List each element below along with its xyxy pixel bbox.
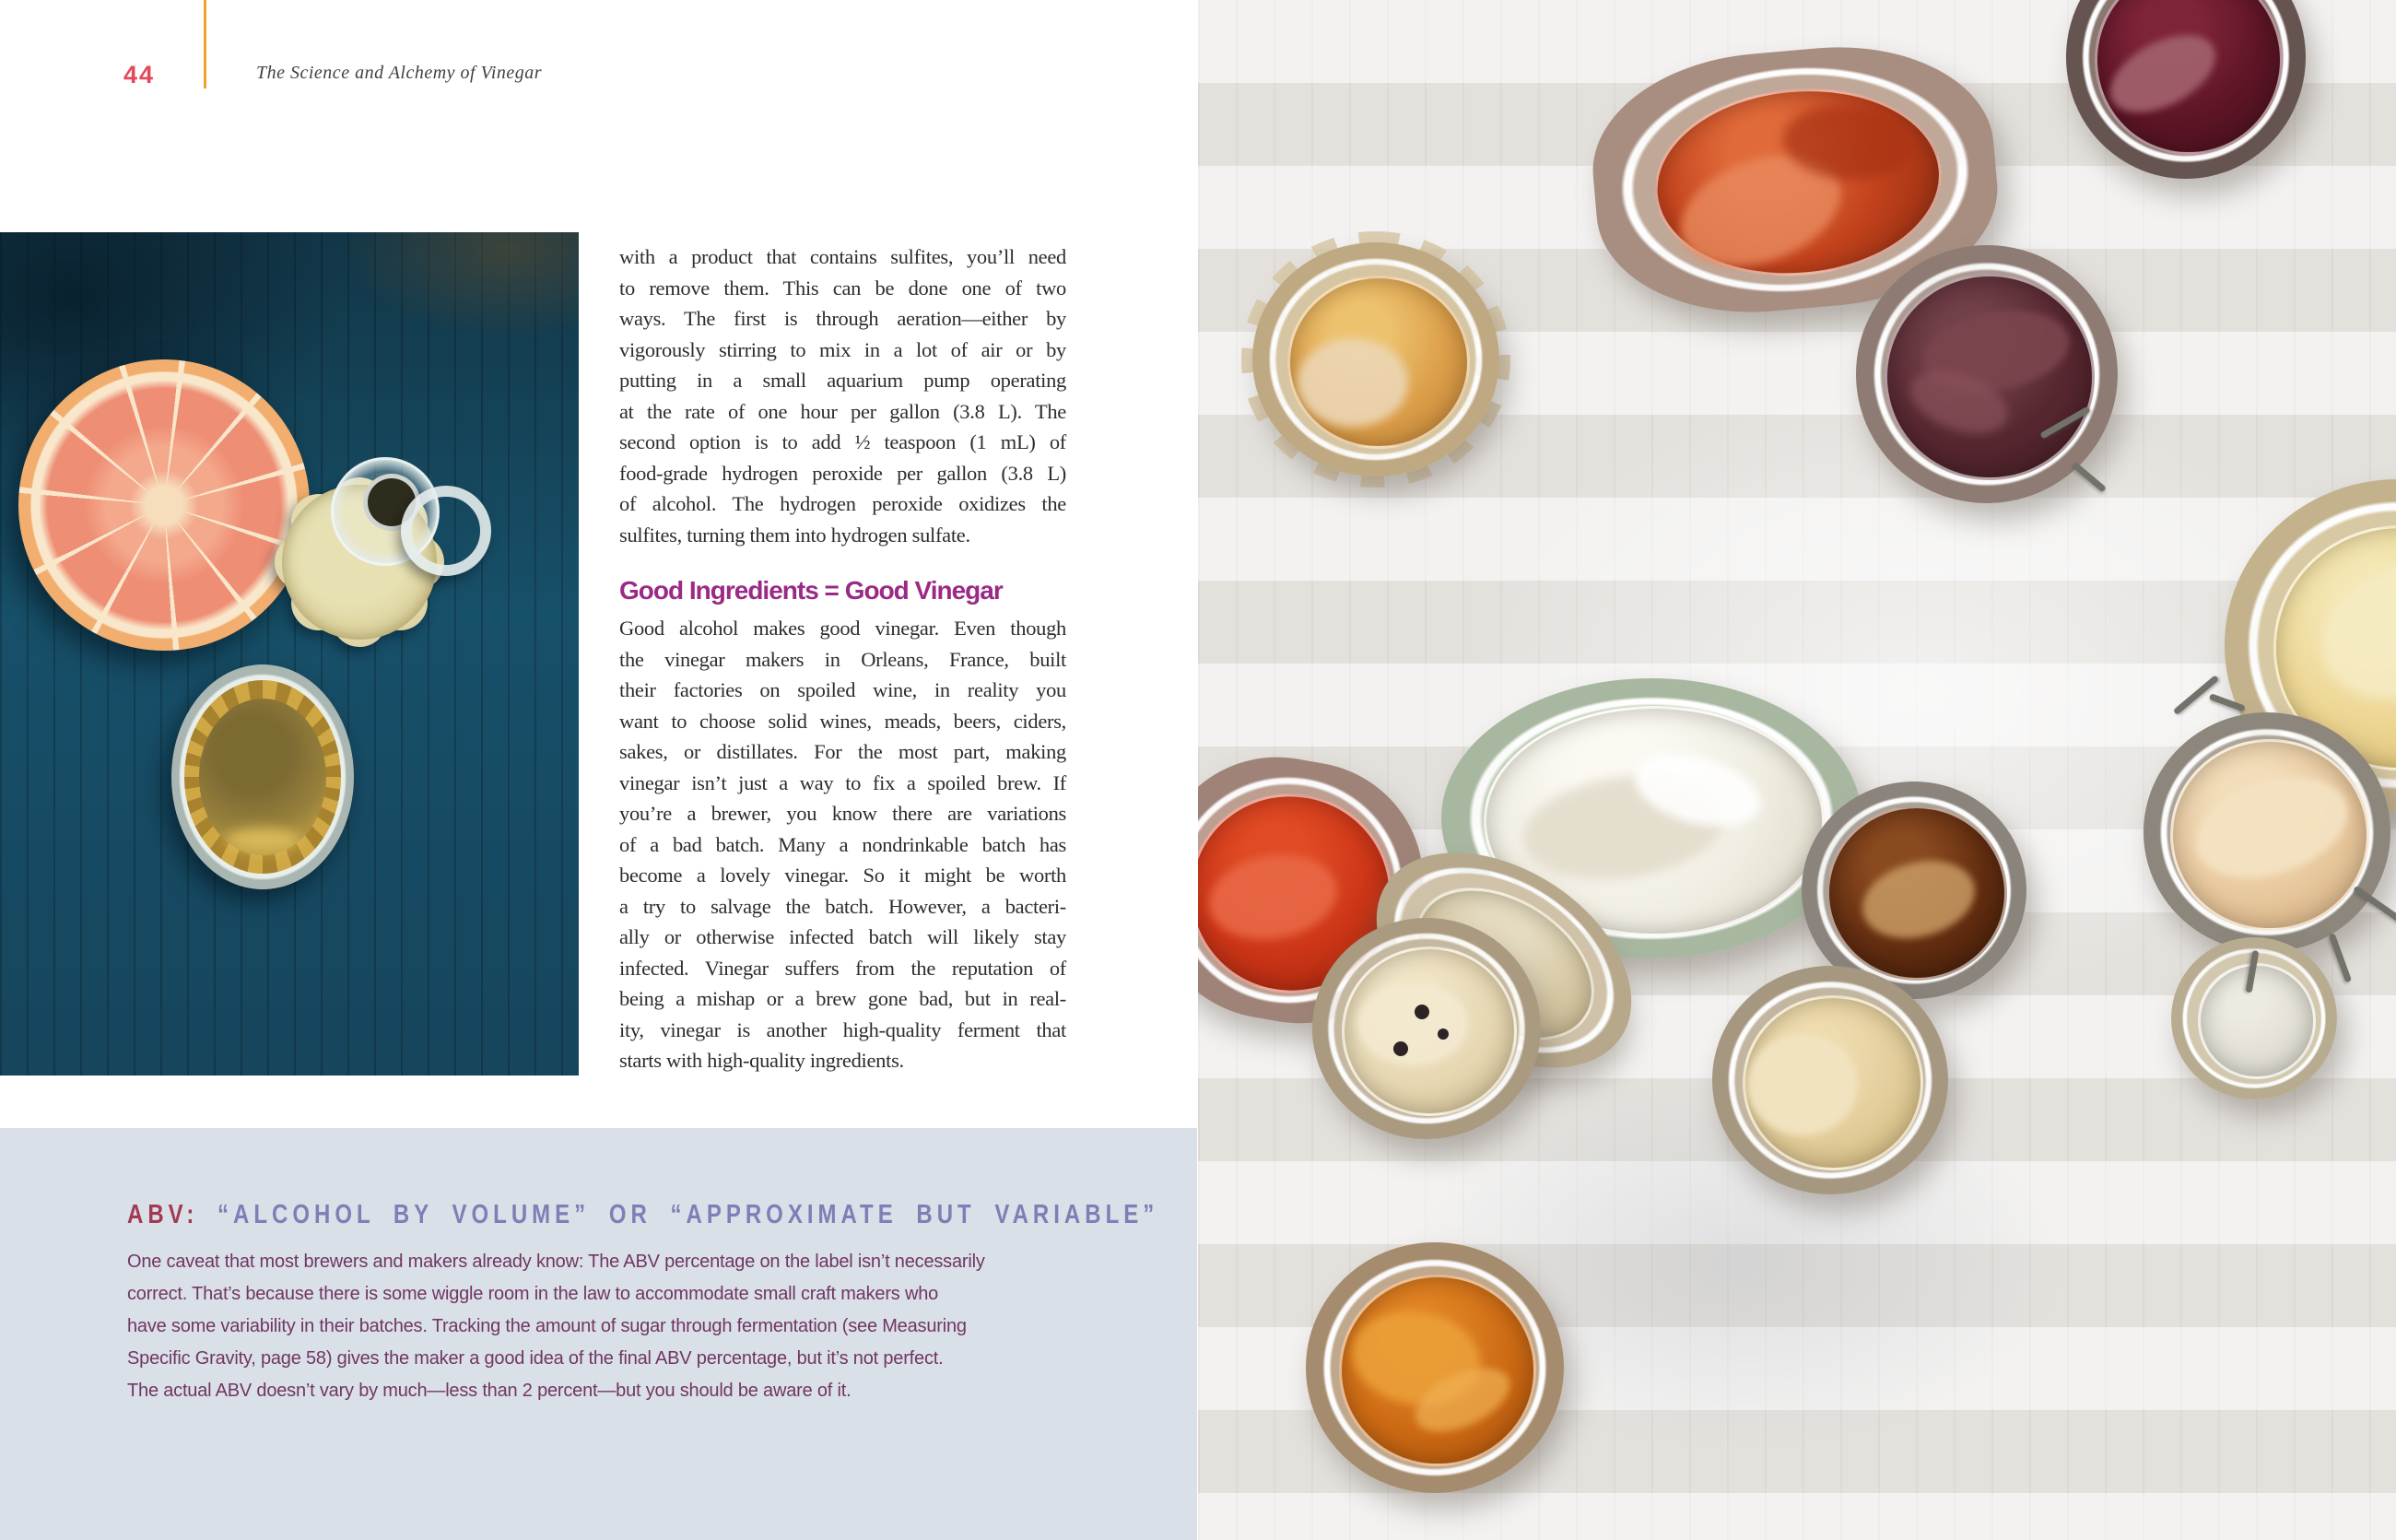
text-line: food-grade hydrogen peroxide per gallon (3.8 L) [619,461,1066,485]
text-line: their factories on spoiled wine, in reality you [619,678,1066,701]
text-line: of a bad batch. Many a nondrinkable batch has [619,832,1066,856]
text-line: want to choose solid wines, meads, beers, ciders, [619,709,1066,733]
jar-scalloped-amber [1252,242,1499,476]
text-line: infected. Vinegar suffers from the reputation of [619,956,1066,980]
jar-peppercorn [1312,918,1541,1139]
text-line: have some variability in their batches. Tracking the amount of sugar through fermentation (see Measuring [127,1316,967,1336]
text-line: you’re a brewer, you know there are variations [619,802,1066,825]
jar-peppercorn-berry-0 [1415,1005,1429,1019]
text-line: Good alcohol makes good vinegar. Even though [619,617,1066,640]
jar-pale-bottom-center-mother-0 [1747,1034,1858,1135]
text-line: the vinegar makers in Orleans, France, built [619,647,1066,671]
text-line: a try to salvage the batch. However, a bacteri- [619,894,1066,918]
abv-heading [127,1200,1158,1230]
text-line: The actual ABV doesn’t vary by much—less than 2 percent—but you should be aware of it. [127,1381,852,1401]
text-line: vigorously stirring to mix in a lot of air or by [619,337,1066,361]
vinegar-jars-photo [1198,0,2396,1540]
text-line: sakes, or distillates. For the most part, making [619,740,1066,763]
text-line: starts with high-quality ingredients. [619,1049,904,1072]
text-line: ways. The first is through aeration—either by [619,307,1066,330]
jar-open-lid-content [2198,963,2316,1079]
page-number: 44 [123,61,156,88]
citrus-still-life-photo [0,232,579,1076]
paragraph-sulfites [619,241,1066,550]
jar-peppercorn-berry-1 [1393,1041,1408,1056]
header-rule [204,0,206,88]
text-line: become a lovely vinegar. So it might be worth [619,864,1066,887]
paragraph-good-ingredients [619,613,1066,1076]
section-heading: Good Ingredients = Good Vinegar [619,576,1003,605]
text-line: One caveat that most brewers and makers already know: The ABV percentage on the label isn’t necessarily [127,1252,985,1272]
abv-sidebar-box [0,1128,1197,1540]
cruet-handle [401,486,491,576]
text-line: ity, vinegar is another high-quality ferment that [619,1017,1066,1041]
text-line: second option is to add ½ teaspoon (1 mL) of [619,430,1066,453]
jar-scalloped-amber-mother-0 [1298,338,1408,427]
running-title: The Science and Alchemy of Vinegar [256,63,543,83]
abv-heading-rest: “ALCOHOL BY VOLUME” OR “APPROXIMATE BUT VARIABLE” [217,1200,1159,1229]
text-line: Specific Gravity, page 58) gives the maker a good idea of the final ABV percentage, but it’s not perfect. [127,1348,944,1369]
abv-body-text [127,1246,1111,1407]
body-text-column [619,241,1066,1076]
jar-burgundy-faceted [2066,0,2306,179]
text-line: at the rate of one hour per gallon (3.8 L). The [619,399,1066,423]
jar-peppercorn-berry-2 [1438,1029,1449,1040]
jar-pale-bottom-center [1712,966,1948,1194]
text-line: putting in a small aquarium pump operating [619,369,1066,392]
abv-heading-prefix: ABV: [127,1200,199,1229]
text-line: ally or otherwise infected batch will likely stay [619,925,1066,948]
jar-orange-bottom [1306,1242,1564,1493]
jar-clamp-peach [2143,712,2390,952]
text-line: with a product that contains sulfites, you’ll need [619,245,1066,268]
text-line: of alcohol. The hydrogen peroxide oxidizes the [619,492,1066,515]
grapefruit-half [18,359,310,651]
vinegar-bowl-glow [226,828,300,852]
jar-peppercorn-mother-0 [1357,982,1468,1065]
text-line: to remove them. This can be done one of two [619,276,1066,300]
text-line: being a mishap or a brew gone bad, but in real- [619,987,1066,1010]
text-line: vinegar isn’t just a way to fix a spoiled brew. If [619,770,1066,794]
text-line: correct. That’s because there is some wiggle room in the law to accommodate small craft makers who [127,1284,939,1304]
text-line: sulfites, turning them into hydrogen sulfate. [619,523,970,547]
